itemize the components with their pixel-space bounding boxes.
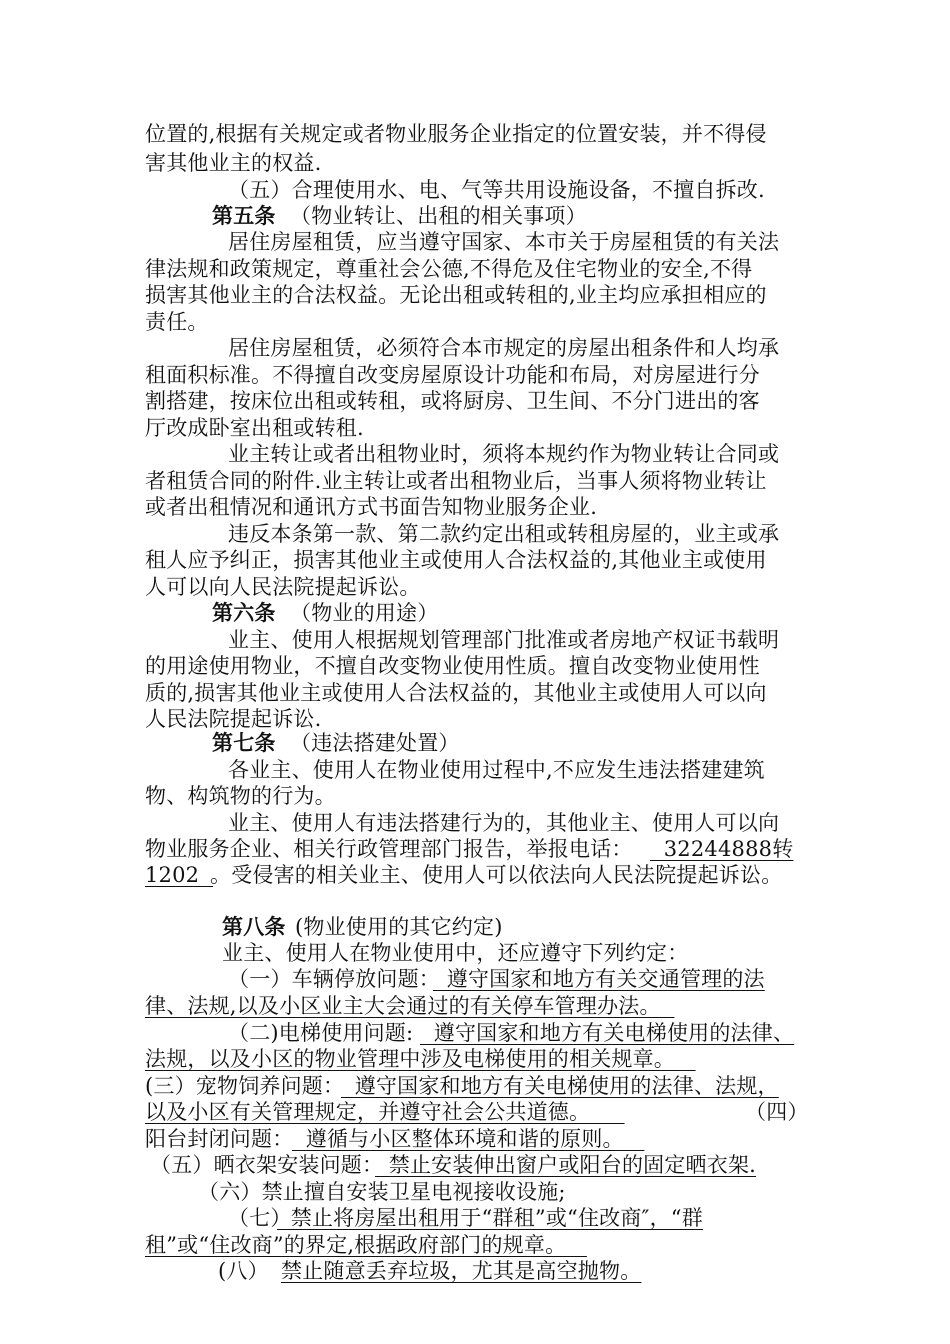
- text-segment: 租人应予纠正，损害其他业主或使用人合法权益的,其他业主或使用: [145, 548, 767, 572]
- text-line: [0, 1099, 950, 1125]
- article-number: 第八条: [222, 914, 286, 939]
- text-segment: 害其他业主的权益.: [145, 151, 322, 175]
- text-line: [0, 388, 950, 414]
- report-phone-number: 32244888转: [650, 837, 794, 861]
- text-line: [0, 547, 950, 573]
- text-segment: 者租赁合同的附件.业主转让或者出租物业后，当事人须将物业转让: [145, 469, 767, 493]
- article-title: (物业使用的其它约定): [295, 915, 503, 939]
- text-line: [0, 862, 950, 888]
- text-line: [0, 1258, 950, 1284]
- text-segment: 业主、使用人根据规划管理部门批准或者房地产权证书载明: [228, 628, 780, 652]
- text-line: [0, 1073, 950, 1099]
- text-line: [0, 335, 950, 361]
- text-line: [0, 940, 950, 966]
- text-line: [0, 494, 950, 520]
- text-line: [0, 1179, 950, 1205]
- filled-answer: 遵守国家和地方有关电梯使用的法律、法规，: [341, 1074, 779, 1098]
- text-segment: （七）: [228, 1206, 292, 1230]
- filled-answer: 法规，以及小区的物业管理中涉及电梯使用的相关规章。: [145, 1047, 696, 1071]
- text-line: [0, 282, 950, 308]
- text-segment: 业主转让或者出租物业时，须将本规约作为物业转让合同或: [228, 442, 780, 466]
- text-segment: 人民法院提起诉讼.: [145, 707, 322, 731]
- filled-answer: 遵守国家和地方有关交通管理的法: [433, 967, 765, 991]
- text-segment: （五）晒衣架安装问题：: [150, 1153, 384, 1177]
- text-line: [0, 521, 950, 547]
- article-number: 第七条: [212, 730, 276, 755]
- text-line: [0, 627, 950, 653]
- text-segment: 位置的,根据有关规定或者物业服务企业指定的位置安装，并不得侵: [145, 122, 767, 146]
- article-heading: [0, 600, 950, 626]
- text-line: [0, 256, 950, 282]
- text-segment: (八）: [218, 1259, 269, 1283]
- text-line: [0, 1046, 950, 1072]
- text-segment: （二)电梯使用问题:: [228, 1021, 414, 1045]
- text-line: [0, 810, 950, 836]
- text-segment: 违反本条第一款、第二款约定出租或转租房屋的，业主或承: [228, 522, 780, 546]
- text-line: [0, 468, 950, 494]
- text-segment: （一）车辆停放问题：: [228, 967, 440, 991]
- article-heading: [0, 914, 950, 940]
- article-title: （违法搭建处置）: [290, 731, 460, 755]
- text-segment: 损害其他业主的合法权益。无论出租或转租的,业主均应承担相应的: [145, 283, 767, 307]
- text-segment: 厅改成卧室出租或转租.: [145, 416, 364, 440]
- text-line: [0, 1232, 950, 1258]
- text-line: [0, 1205, 950, 1231]
- text-line: [0, 121, 950, 147]
- text-line: [0, 1126, 950, 1152]
- text-line: [0, 229, 950, 255]
- text-line: [0, 1020, 950, 1046]
- text-line: [0, 362, 950, 388]
- text-segment: 责任。: [145, 310, 209, 334]
- text-segment: 。受侵害的相关业主、使用人可以依法向人民法院提起诉讼。: [210, 863, 783, 887]
- text-segment: （四）: [745, 1100, 809, 1124]
- article-number: 第六条: [212, 600, 276, 625]
- text-line: [0, 653, 950, 679]
- article-number: 第五条: [212, 203, 276, 228]
- text-line: [0, 574, 950, 600]
- text-segment: 阳台封闭问题：: [145, 1127, 294, 1151]
- filled-answer: 律、法规,以及小区业主大会通过的有关停车管理办法。: [145, 994, 675, 1018]
- text-segment: 居住房屋租赁，必须符合本市规定的房屋出租条件和人均承: [228, 336, 780, 360]
- text-segment: 质的,损害其他业主或使用人合法权益的，其他业主或使用人可以向: [145, 681, 767, 705]
- text-segment: （五）合理使用水、电、气等共用设施设备，不擅自拆改.: [228, 178, 765, 202]
- text-line: [0, 1152, 950, 1178]
- text-line: [0, 150, 950, 176]
- text-segment: 业主、使用人在物业使用中，还应遵守下列约定：: [222, 941, 689, 965]
- article-heading: [0, 203, 950, 229]
- text-segment: 人可以向人民法院提起诉讼。: [145, 575, 421, 599]
- text-line: [0, 680, 950, 706]
- text-segment: (三）宠物饲养问题：: [145, 1074, 345, 1098]
- article-title: （物业转让、出租的相关事项）: [290, 204, 587, 228]
- filled-answer: 遵守国家和地方有关电梯使用的法律、: [420, 1021, 795, 1045]
- filled-answer: 租”或“住改商”的界定,根据政府部门的规章。: [145, 1233, 587, 1257]
- text-segment: 的用途使用物业，不擅自改变物业使用性质。擅自改变物业使用性: [145, 654, 760, 678]
- text-line: [0, 966, 950, 992]
- filled-answer: 禁止安装伸出窗户或阳台的固定晒衣架.: [375, 1153, 757, 1177]
- filled-answer: 禁止随意丢弃垃圾，尤其是高空抛物。: [281, 1259, 642, 1283]
- article-heading: [0, 730, 950, 756]
- text-line: [0, 993, 950, 1019]
- filled-answer: 禁止将房屋出租用于“群租”或“住改商″，“群: [277, 1206, 703, 1230]
- text-segment: 业主、使用人有违法搭建行为的，其他业主、使用人可以向: [228, 811, 780, 835]
- text-line: [0, 706, 950, 732]
- text-segment: 物、构筑物的行为。: [145, 784, 336, 808]
- text-segment: 律法规和政策规定，尊重社会公德,不得危及住宅物业的安全,不得: [145, 257, 753, 281]
- article-title: （物业的用途）: [290, 601, 439, 625]
- text-segment: 居住房屋租赁，应当遵守国家、本市关于房屋租赁的有关法: [228, 230, 780, 254]
- text-segment: 割搭建，按床位出租或转租，或将厨房、卫生间、不分门进出的客: [145, 389, 760, 413]
- text-line: [0, 836, 950, 862]
- text-line: [0, 757, 950, 783]
- report-phone-extension: 1202: [145, 863, 213, 887]
- text-segment: 各业主、使用人在物业使用过程中,不应发生违法搭建建筑: [228, 758, 765, 782]
- text-line: [0, 783, 950, 809]
- text-line: [0, 309, 950, 335]
- filled-answer: 遵循与小区整体环境和谐的原则。: [292, 1127, 645, 1151]
- filled-answer: 以及小区有关管理规定，并遵守社会公共道德。: [145, 1100, 625, 1124]
- text-segment: 或者出租情况和通讯方式书面告知物业服务企业.: [145, 495, 598, 519]
- text-line: [0, 415, 950, 441]
- text-line: [0, 177, 950, 203]
- text-segment: 物业服务企业、相关行政管理部门报告，举报电话：: [145, 837, 633, 861]
- text-line: [0, 441, 950, 467]
- text-segment: 租面积标准。不得擅自改变房屋原设计功能和布局，对房屋进行分: [145, 363, 760, 387]
- text-segment: （六）禁止擅自安装卫星电视接收设施;: [198, 1180, 566, 1204]
